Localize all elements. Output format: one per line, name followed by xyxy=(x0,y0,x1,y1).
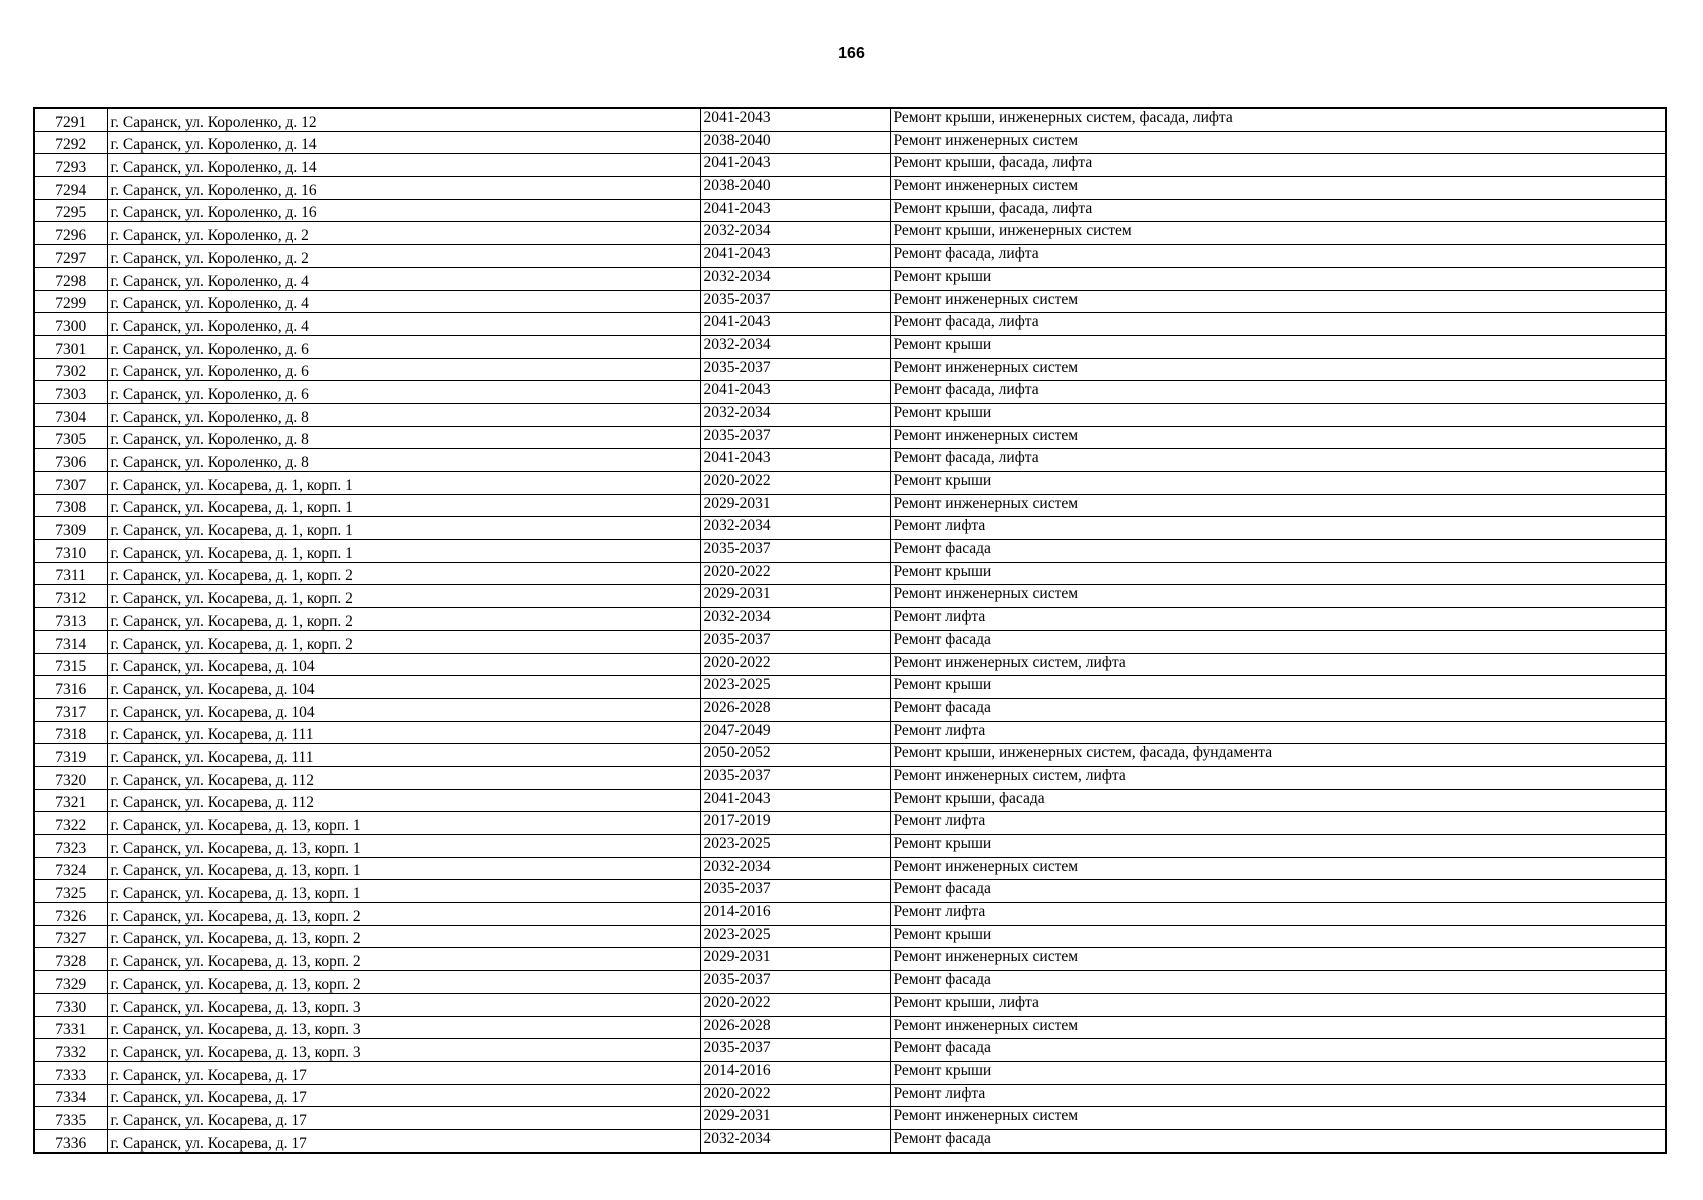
work-type-cell: Ремонт фасада xyxy=(890,630,1666,653)
table-body xyxy=(34,108,1666,1153)
work-type-cell: Ремонт инженерных систем xyxy=(890,131,1666,154)
period-cell: 2023-2025 xyxy=(700,925,890,948)
work-type-cell: Ремонт фасада xyxy=(890,698,1666,721)
table-row xyxy=(34,335,1666,358)
table-row xyxy=(34,358,1666,381)
row-number-cell: 7303 xyxy=(34,381,107,404)
work-type-cell: Ремонт крыши, инженерных систем xyxy=(890,222,1666,245)
table-row xyxy=(34,199,1666,222)
table-row xyxy=(34,653,1666,676)
address-cell: г. Саранск, ул. Косарева, д. 1, корп. 2 xyxy=(107,630,700,653)
work-type-cell: Ремонт крыши, фасада xyxy=(890,789,1666,812)
table-row xyxy=(34,676,1666,699)
work-type-cell: Ремонт фасада xyxy=(890,880,1666,903)
table-row xyxy=(34,766,1666,789)
address-cell: г. Саранск, ул. Косарева, д. 17 xyxy=(107,1084,700,1107)
table-row xyxy=(34,1107,1666,1130)
period-cell: 2020-2022 xyxy=(700,562,890,585)
work-type-cell: Ремонт крыши xyxy=(890,562,1666,585)
row-number-cell: 7292 xyxy=(34,131,107,154)
table-row xyxy=(34,472,1666,495)
period-cell: 2050-2052 xyxy=(700,744,890,767)
table-row xyxy=(34,381,1666,404)
row-number-cell: 7322 xyxy=(34,812,107,835)
table-row xyxy=(34,313,1666,336)
work-type-cell: Ремонт крыши xyxy=(890,403,1666,426)
address-cell: г. Саранск, ул. Косарева, д. 13, корп. 2 xyxy=(107,925,700,948)
address-cell: г. Саранск, ул. Косарева, д. 13, корп. 3 xyxy=(107,1039,700,1062)
period-cell: 2035-2037 xyxy=(700,971,890,994)
period-cell: 2023-2025 xyxy=(700,835,890,858)
address-cell: г. Саранск, ул. Короленко, д. 12 xyxy=(107,108,700,131)
period-cell: 2032-2034 xyxy=(700,403,890,426)
work-type-cell: Ремонт крыши xyxy=(890,925,1666,948)
table-row xyxy=(34,108,1666,131)
address-cell: г. Саранск, ул. Короленко, д. 4 xyxy=(107,267,700,290)
period-cell: 2029-2031 xyxy=(700,1107,890,1130)
address-cell: г. Саранск, ул. Косарева, д. 17 xyxy=(107,1129,700,1152)
row-number-cell: 7313 xyxy=(34,608,107,631)
table-row xyxy=(34,517,1666,540)
table-row xyxy=(34,177,1666,200)
period-cell: 2041-2043 xyxy=(700,108,890,131)
address-cell: г. Саранск, ул. Косарева, д. 1, корп. 2 xyxy=(107,585,700,608)
period-cell: 2026-2028 xyxy=(700,698,890,721)
address-cell: г. Саранск, ул. Косарева, д. 17 xyxy=(107,1107,700,1130)
work-type-cell: Ремонт фасада, лифта xyxy=(890,245,1666,268)
row-number-cell: 7330 xyxy=(34,993,107,1016)
period-cell: 2032-2034 xyxy=(700,608,890,631)
period-cell: 2023-2025 xyxy=(700,676,890,699)
table-row xyxy=(34,880,1666,903)
row-number-cell: 7299 xyxy=(34,290,107,313)
address-cell: г. Саранск, ул. Короленко, д. 8 xyxy=(107,426,700,449)
work-type-cell: Ремонт инженерных систем xyxy=(890,358,1666,381)
table-row xyxy=(34,744,1666,767)
table-row xyxy=(34,267,1666,290)
row-number-cell: 7318 xyxy=(34,721,107,744)
address-cell: г. Саранск, ул. Короленко, д. 16 xyxy=(107,177,700,200)
row-number-cell: 7307 xyxy=(34,472,107,495)
table-row xyxy=(34,222,1666,245)
row-number-cell: 7308 xyxy=(34,494,107,517)
period-cell: 2020-2022 xyxy=(700,1084,890,1107)
address-cell: г. Саранск, ул. Косарева, д. 13, корп. 2 xyxy=(107,903,700,926)
work-type-cell: Ремонт фасада xyxy=(890,1129,1666,1152)
row-number-cell: 7319 xyxy=(34,744,107,767)
work-type-cell: Ремонт инженерных систем xyxy=(890,948,1666,971)
table-row xyxy=(34,1061,1666,1084)
row-number-cell: 7298 xyxy=(34,267,107,290)
table-row xyxy=(34,1039,1666,1062)
period-cell: 2035-2037 xyxy=(700,358,890,381)
table-row xyxy=(34,812,1666,835)
row-number-cell: 7329 xyxy=(34,971,107,994)
table-row xyxy=(34,630,1666,653)
period-cell: 2035-2037 xyxy=(700,880,890,903)
work-type-cell: Ремонт крыши, инженерных систем, фасада, лифта xyxy=(890,108,1666,131)
row-number-cell: 7332 xyxy=(34,1039,107,1062)
table-row xyxy=(34,721,1666,744)
work-type-cell: Ремонт лифта xyxy=(890,1084,1666,1107)
period-cell: 2041-2043 xyxy=(700,313,890,336)
row-number-cell: 7333 xyxy=(34,1061,107,1084)
row-number-cell: 7312 xyxy=(34,585,107,608)
table-row xyxy=(34,449,1666,472)
address-cell: г. Саранск, ул. Короленко, д. 4 xyxy=(107,313,700,336)
work-type-cell: Ремонт крыши xyxy=(890,1061,1666,1084)
address-cell: г. Саранск, ул. Короленко, д. 6 xyxy=(107,335,700,358)
address-cell: г. Саранск, ул. Косарева, д. 111 xyxy=(107,721,700,744)
work-type-cell: Ремонт крыши, фасада, лифта xyxy=(890,154,1666,177)
table-row xyxy=(34,1084,1666,1107)
table-row xyxy=(34,403,1666,426)
row-number-cell: 7320 xyxy=(34,766,107,789)
period-cell: 2035-2037 xyxy=(700,540,890,563)
address-cell: г. Саранск, ул. Короленко, д. 8 xyxy=(107,403,700,426)
period-cell: 2020-2022 xyxy=(700,993,890,1016)
row-number-cell: 7305 xyxy=(34,426,107,449)
row-number-cell: 7327 xyxy=(34,925,107,948)
table-row xyxy=(34,789,1666,812)
work-type-cell: Ремонт инженерных систем xyxy=(890,1107,1666,1130)
period-cell: 2026-2028 xyxy=(700,1016,890,1039)
work-type-cell: Ремонт фасада xyxy=(890,971,1666,994)
period-cell: 2041-2043 xyxy=(700,449,890,472)
address-cell: г. Саранск, ул. Косарева, д. 1, корп. 2 xyxy=(107,562,700,585)
table-row xyxy=(34,993,1666,1016)
table-row xyxy=(34,245,1666,268)
work-type-cell: Ремонт крыши xyxy=(890,335,1666,358)
period-cell: 2032-2034 xyxy=(700,335,890,358)
period-cell: 2038-2040 xyxy=(700,131,890,154)
period-cell: 2029-2031 xyxy=(700,494,890,517)
table-row xyxy=(34,540,1666,563)
work-type-cell: Ремонт крыши xyxy=(890,267,1666,290)
address-cell: г. Саранск, ул. Короленко, д. 14 xyxy=(107,154,700,177)
work-type-cell: Ремонт крыши xyxy=(890,676,1666,699)
work-type-cell: Ремонт инженерных систем xyxy=(890,426,1666,449)
period-cell: 2035-2037 xyxy=(700,426,890,449)
period-cell: 2032-2034 xyxy=(700,517,890,540)
address-cell: г. Саранск, ул. Короленко, д. 4 xyxy=(107,290,700,313)
period-cell: 2032-2034 xyxy=(700,222,890,245)
period-cell: 2029-2031 xyxy=(700,948,890,971)
work-type-cell: Ремонт инженерных систем xyxy=(890,177,1666,200)
period-cell: 2020-2022 xyxy=(700,472,890,495)
address-cell: г. Саранск, ул. Косарева, д. 13, корп. 1 xyxy=(107,880,700,903)
row-number-cell: 7336 xyxy=(34,1129,107,1152)
table-row xyxy=(34,426,1666,449)
row-number-cell: 7331 xyxy=(34,1016,107,1039)
work-type-cell: Ремонт фасада, лифта xyxy=(890,449,1666,472)
row-number-cell: 7311 xyxy=(34,562,107,585)
address-cell: г. Саранск, ул. Косарева, д. 104 xyxy=(107,653,700,676)
row-number-cell: 7295 xyxy=(34,199,107,222)
work-type-cell: Ремонт фасада xyxy=(890,1039,1666,1062)
table-row xyxy=(34,290,1666,313)
address-cell: г. Саранск, ул. Короленко, д. 2 xyxy=(107,222,700,245)
row-number-cell: 7297 xyxy=(34,245,107,268)
table-row xyxy=(34,698,1666,721)
period-cell: 2038-2040 xyxy=(700,177,890,200)
period-cell: 2035-2037 xyxy=(700,766,890,789)
period-cell: 2035-2037 xyxy=(700,290,890,313)
work-type-cell: Ремонт крыши, лифта xyxy=(890,993,1666,1016)
work-type-cell: Ремонт инженерных систем xyxy=(890,290,1666,313)
work-type-cell: Ремонт лифта xyxy=(890,721,1666,744)
table-row xyxy=(34,925,1666,948)
address-cell: г. Саранск, ул. Косарева, д. 1, корп. 1 xyxy=(107,517,700,540)
table-row xyxy=(34,562,1666,585)
address-cell: г. Саранск, ул. Короленко, д. 2 xyxy=(107,245,700,268)
address-cell: г. Саранск, ул. Короленко, д. 8 xyxy=(107,449,700,472)
address-cell: г. Саранск, ул. Косарева, д. 1, корп. 1 xyxy=(107,540,700,563)
address-cell: г. Саранск, ул. Короленко, д. 6 xyxy=(107,381,700,404)
row-number-cell: 7300 xyxy=(34,313,107,336)
period-cell: 2041-2043 xyxy=(700,154,890,177)
address-cell: г. Саранск, ул. Косарева, д. 13, корп. 1 xyxy=(107,835,700,858)
period-cell: 2014-2016 xyxy=(700,903,890,926)
address-cell: г. Саранск, ул. Косарева, д. 111 xyxy=(107,744,700,767)
address-cell: г. Саранск, ул. Косарева, д. 112 xyxy=(107,766,700,789)
row-number-cell: 7302 xyxy=(34,358,107,381)
row-number-cell: 7324 xyxy=(34,857,107,880)
work-type-cell: Ремонт инженерных систем xyxy=(890,585,1666,608)
work-type-cell: Ремонт инженерных систем, лифта xyxy=(890,653,1666,676)
table-row xyxy=(34,971,1666,994)
work-type-cell: Ремонт лифта xyxy=(890,903,1666,926)
work-type-cell: Ремонт фасада, лифта xyxy=(890,313,1666,336)
period-cell: 2017-2019 xyxy=(700,812,890,835)
table-row xyxy=(34,131,1666,154)
period-cell: 2020-2022 xyxy=(700,653,890,676)
row-number-cell: 7315 xyxy=(34,653,107,676)
address-cell: г. Саранск, ул. Косарева, д. 112 xyxy=(107,789,700,812)
address-cell: г. Саранск, ул. Косарева, д. 13, корп. 3 xyxy=(107,1016,700,1039)
row-number-cell: 7310 xyxy=(34,540,107,563)
row-number-cell: 7328 xyxy=(34,948,107,971)
table-row xyxy=(34,857,1666,880)
work-type-cell: Ремонт лифта xyxy=(890,608,1666,631)
work-type-cell: Ремонт инженерных систем xyxy=(890,494,1666,517)
period-cell: 2032-2034 xyxy=(700,857,890,880)
row-number-cell: 7296 xyxy=(34,222,107,245)
work-type-cell: Ремонт инженерных систем xyxy=(890,1016,1666,1039)
address-cell: г. Саранск, ул. Косарева, д. 13, корп. 1 xyxy=(107,857,700,880)
work-type-cell: Ремонт лифта xyxy=(890,812,1666,835)
row-number-cell: 7309 xyxy=(34,517,107,540)
period-cell: 2032-2034 xyxy=(700,267,890,290)
work-type-cell: Ремонт фасада xyxy=(890,540,1666,563)
row-number-cell: 7301 xyxy=(34,335,107,358)
table-row xyxy=(34,585,1666,608)
row-number-cell: 7314 xyxy=(34,630,107,653)
period-cell: 2041-2043 xyxy=(700,199,890,222)
period-cell: 2041-2043 xyxy=(700,381,890,404)
address-cell: г. Саранск, ул. Косарева, д. 104 xyxy=(107,698,700,721)
work-type-cell: Ремонт крыши xyxy=(890,835,1666,858)
work-type-cell: Ремонт лифта xyxy=(890,517,1666,540)
address-cell: г. Саранск, ул. Косарева, д. 1, корп. 1 xyxy=(107,472,700,495)
address-cell: г. Саранск, ул. Косарева, д. 13, корп. 2 xyxy=(107,971,700,994)
row-number-cell: 7321 xyxy=(34,789,107,812)
row-number-cell: 7304 xyxy=(34,403,107,426)
address-cell: г. Саранск, ул. Короленко, д. 6 xyxy=(107,358,700,381)
row-number-cell: 7291 xyxy=(34,108,107,131)
row-number-cell: 7323 xyxy=(34,835,107,858)
work-type-cell: Ремонт крыши, инженерных систем, фасада, фундамента xyxy=(890,744,1666,767)
row-number-cell: 7294 xyxy=(34,177,107,200)
period-cell: 2041-2043 xyxy=(700,245,890,268)
address-cell: г. Саранск, ул. Косарева, д. 1, корп. 2 xyxy=(107,608,700,631)
row-number-cell: 7293 xyxy=(34,154,107,177)
address-cell: г. Саранск, ул. Косарева, д. 13, корп. 2 xyxy=(107,948,700,971)
work-type-cell: Ремонт фасада, лифта xyxy=(890,381,1666,404)
address-cell: г. Саранск, ул. Короленко, д. 14 xyxy=(107,131,700,154)
work-type-cell: Ремонт инженерных систем, лифта xyxy=(890,766,1666,789)
row-number-cell: 7306 xyxy=(34,449,107,472)
period-cell: 2014-2016 xyxy=(700,1061,890,1084)
address-cell: г. Саранск, ул. Короленко, д. 16 xyxy=(107,199,700,222)
work-type-cell: Ремонт инженерных систем xyxy=(890,857,1666,880)
table-row xyxy=(34,1016,1666,1039)
work-type-cell: Ремонт крыши, фасада, лифта xyxy=(890,199,1666,222)
table-row xyxy=(34,1129,1666,1152)
address-cell: г. Саранск, ул. Косарева, д. 1, корп. 1 xyxy=(107,494,700,517)
table-row xyxy=(34,903,1666,926)
row-number-cell: 7335 xyxy=(34,1107,107,1130)
row-number-cell: 7325 xyxy=(34,880,107,903)
address-cell: г. Саранск, ул. Косарева, д. 17 xyxy=(107,1061,700,1084)
period-cell: 2041-2043 xyxy=(700,789,890,812)
period-cell: 2047-2049 xyxy=(700,721,890,744)
page-number: 166 xyxy=(838,45,865,62)
row-number-cell: 7316 xyxy=(34,676,107,699)
row-number-cell: 7326 xyxy=(34,903,107,926)
table-row xyxy=(34,494,1666,517)
row-number-cell: 7317 xyxy=(34,698,107,721)
period-cell: 2035-2037 xyxy=(700,630,890,653)
work-type-cell: Ремонт крыши xyxy=(890,472,1666,495)
table-row xyxy=(34,154,1666,177)
address-cell: г. Саранск, ул. Косарева, д. 13, корп. 1 xyxy=(107,812,700,835)
period-cell: 2032-2034 xyxy=(700,1129,890,1152)
address-cell: г. Саранск, ул. Косарева, д. 13, корп. 3 xyxy=(107,993,700,1016)
table-row xyxy=(34,608,1666,631)
table-row xyxy=(34,948,1666,971)
repair-schedule-table xyxy=(33,107,1667,1154)
row-number-cell: 7334 xyxy=(34,1084,107,1107)
period-cell: 2035-2037 xyxy=(700,1039,890,1062)
table-row xyxy=(34,835,1666,858)
address-cell: г. Саранск, ул. Косарева, д. 104 xyxy=(107,676,700,699)
period-cell: 2029-2031 xyxy=(700,585,890,608)
